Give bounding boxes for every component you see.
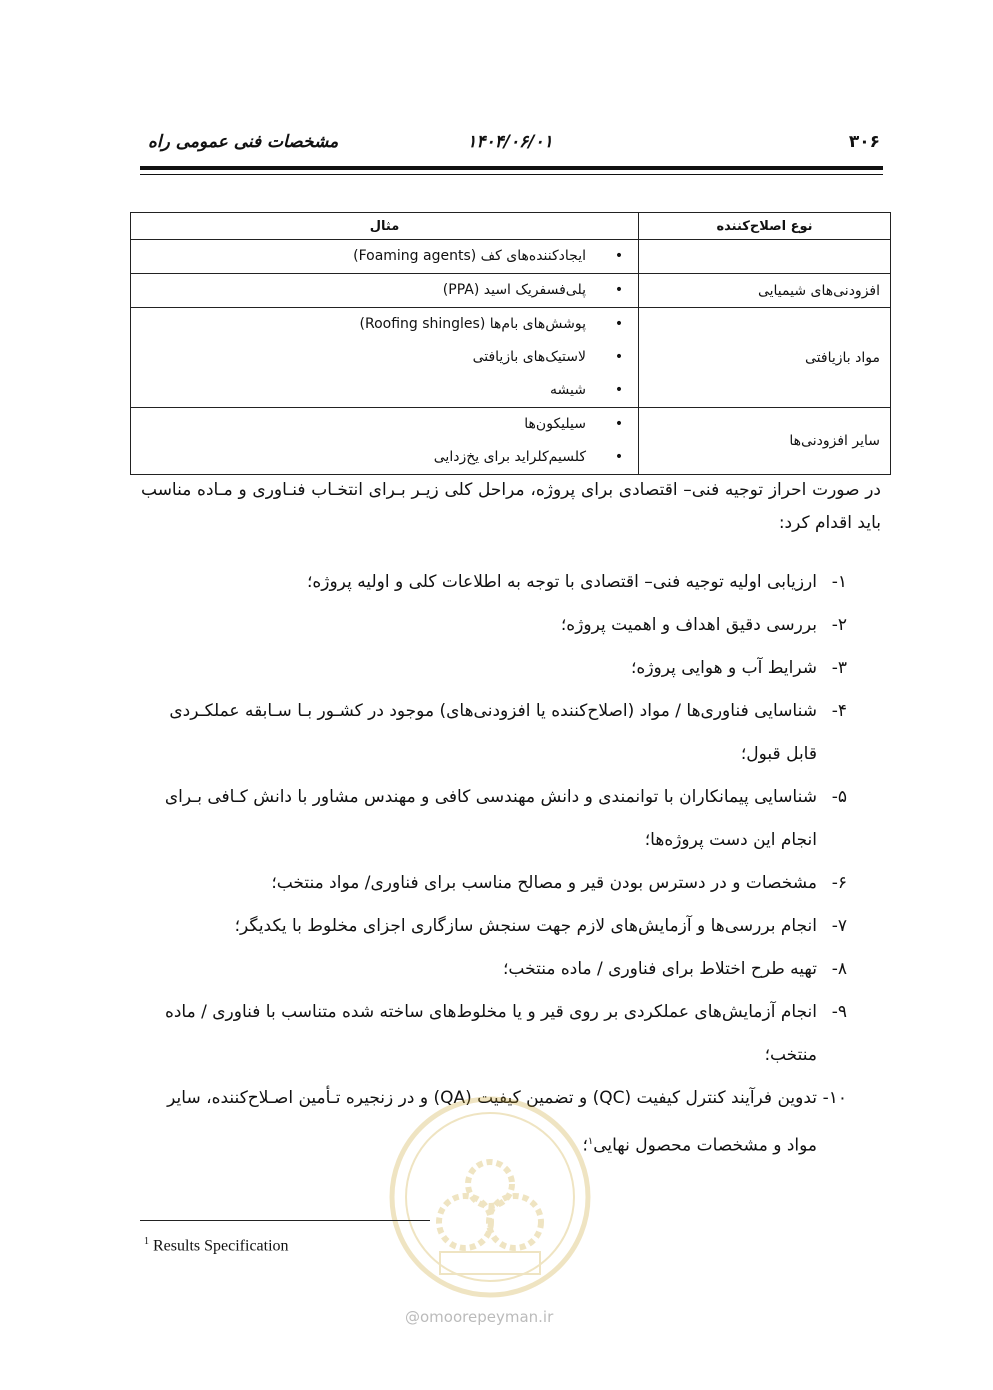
footnote-number: 1 — [144, 1236, 149, 1247]
watermark-text: @omoorepeyman.ir — [405, 1308, 554, 1326]
table-row — [131, 274, 891, 308]
list-item: ۵- شناسایی پیمانکاران با توانمندی و دانش مهندسی کافی و مهندس مشاور با دانش کـافی بـرای انجام این دست پروژه‌ها؛ — [164, 787, 847, 850]
list-item: ۳- شرایط آب و هوایی پروژه؛ — [631, 658, 847, 678]
list-item: ۷- انجام بررسی‌ها و آزمایش‌های لازم جهت سنجش سازگاری اجزای مخلوط با یکدیگر؛ — [234, 916, 847, 936]
type-cell: مواد بازیافتی — [639, 308, 891, 408]
table-row — [131, 240, 891, 274]
header-date: ۱۴۰۴/۰۶/۰۱ — [467, 132, 553, 152]
bullet-icon: • — [614, 282, 624, 298]
table-row — [131, 308, 891, 408]
list-item: ۱۰- تدوین فرآیند کنترل کیفیت (QC) و تضمین کیفیت (QA) و در زنجیره تـأمین اصـلاح‌کننده، سایر مواد و مشخصات محصول نهایی$^۱$؛ — [167, 1088, 847, 1156]
example-cell — [131, 308, 639, 408]
header-rule-thin — [140, 174, 883, 175]
list-item: ۲- بررسی دقیق اهداف و اهمیت پروژه؛ — [560, 615, 847, 635]
col-header-type: نوع اصلاح‌کننده — [639, 213, 891, 240]
col-header-example: مثال — [131, 213, 639, 240]
steps-list — [141, 561, 881, 1168]
list-item: ۱- ارزیابی اولیه توجیه فنی– اقتصادی با توجه به اطلاعات کلی و اولیه پروژه؛ — [306, 572, 847, 592]
example-item: • ایجادکننده‌های کف (Foaming agents) — [131, 240, 638, 273]
type-cell — [639, 240, 891, 274]
list-item: ۴- شناسایی فناوری‌ها / مواد (اصلاح‌کننده یا افزودنی‌های) موجود در کشـور بـا سـابقه عملکـردی قابل قبول؛ — [169, 701, 847, 764]
intro-paragraph: در صورت احراز توجیه فنی– اقتصادی برای پروژه، مراحل کلی زیـر بـرای انتخـاب فنـاوری و مـاده مناسب باید اقدام کرد: — [141, 480, 881, 533]
footnote-rule — [140, 1220, 430, 1221]
bullet-icon: • — [614, 449, 624, 465]
type-cell: سایر افزودنی‌ها — [639, 408, 891, 475]
example-item: • لاستیک‌های بازیافتی — [131, 341, 638, 374]
header-rule-thick — [140, 166, 883, 170]
type-cell: افزودنی‌های شیمیایی — [639, 274, 891, 308]
example-item: • کلسیم‌کلراید برای یخ‌زدایی — [131, 441, 638, 474]
modifier-table — [130, 212, 891, 475]
example-cell — [131, 408, 639, 475]
example-item: • پلی‌فسفریک اسید (PPA) — [131, 274, 638, 307]
book-title: مشخصات فنی عمومی راه — [148, 132, 339, 152]
footnote-marker: ۱ — [587, 1136, 594, 1147]
bullet-icon: • — [614, 382, 624, 398]
bullet-icon: • — [614, 248, 624, 264]
bullet-icon: • — [614, 416, 624, 432]
table-row — [131, 408, 891, 475]
page-number: ۳۰۶ — [848, 132, 880, 152]
bullet-icon: • — [614, 349, 624, 365]
footnote-text: Results Specification — [153, 1237, 289, 1255]
example-item: • پوشش‌های بام‌ها (Roofing shingles) — [131, 308, 638, 341]
example-item: • شیشه — [131, 374, 638, 407]
example-item: • سیلیکون‌ها — [131, 408, 638, 441]
watermark-seal-icon — [385, 1092, 595, 1302]
running-header — [140, 128, 880, 158]
example-cell — [131, 240, 639, 274]
list-item: ۶- مشخصات و در دسترس بودن قیر و مصالح مناسب برای فناوری/ مواد منتخب؛ — [271, 873, 847, 893]
list-item: ۹- انجام آزمایش‌های عملکردی بر روی قیر و یا مخلوط‌های ساخته شده متناسب با فناوری / ماده منتخب؛ — [164, 1002, 847, 1065]
footnote — [144, 1236, 289, 1255]
example-cell — [131, 274, 639, 308]
list-item: ۸- تهیه طرح اختلاط برای فناوری / ماده منتخب؛ — [503, 959, 847, 979]
bullet-icon: • — [614, 316, 624, 332]
table-header-row — [131, 213, 891, 240]
